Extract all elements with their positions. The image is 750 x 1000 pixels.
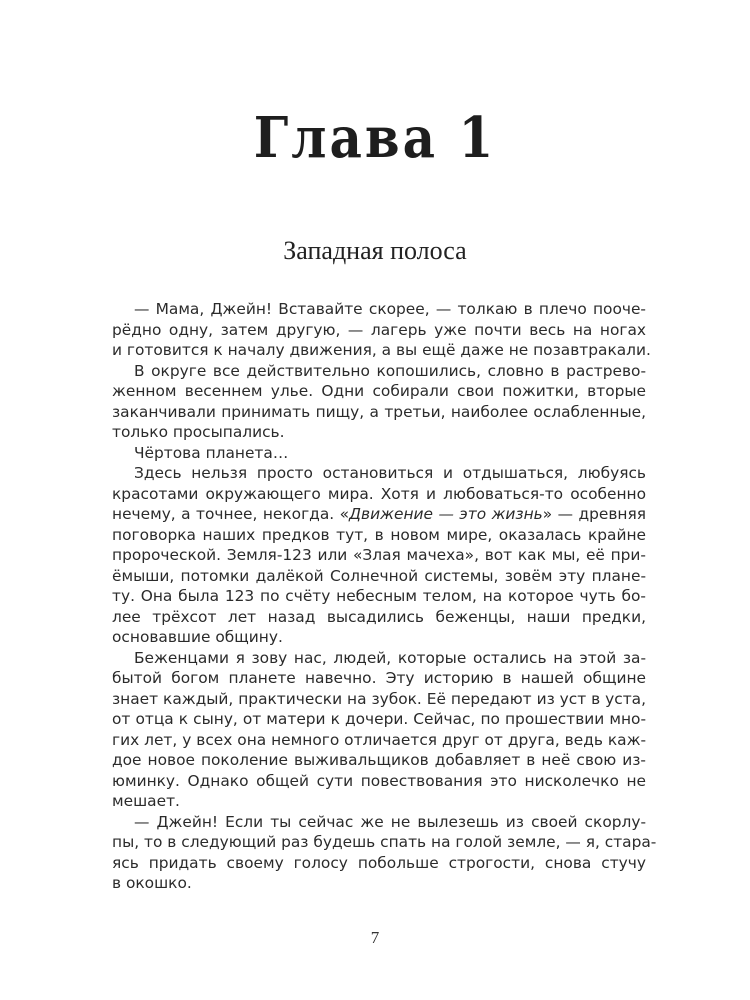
text-line: красотами окружающего мира. Хотя и любоваться-то особенно xyxy=(112,484,646,503)
text-line: женном весеннем улье. Одни собирали свои пожитки, вторые xyxy=(112,382,646,400)
text-line: мешает. xyxy=(112,792,180,810)
text-line: Чёртова планета… xyxy=(134,443,289,462)
italic-quote: Движение — это жизнь xyxy=(349,505,543,523)
text-line: Здесь нельзя просто остановиться и отдышаться, любуясь xyxy=(134,464,646,482)
text-line: гих лет, у всех она немного отличается друг от друга, ведь каж- xyxy=(112,730,646,749)
text-line: ёмыши, потомки далёкой Солнечной системы, зовём эту плане- xyxy=(112,566,646,585)
text-line: В округе все действительно копошились, словно в растрево- xyxy=(134,361,646,380)
text-line: пы, то в следующий раз будешь спать на голой земле, — я, стара- xyxy=(112,833,657,851)
text-line: поговорка наших предков тут, в новом мире, оказалась крайне xyxy=(112,525,646,544)
text-line: ту. Она была 123 по счёту небесным телом, на которое чуть бо- xyxy=(112,587,646,605)
text-line: лее трёхсот лет назад высадились беженцы, наши предки, xyxy=(112,607,646,626)
page-number: 7 xyxy=(370,928,380,947)
text-line: бытой богом планете навечно. Эту историю в нашей общине xyxy=(112,669,646,687)
section-title: Западная полоса xyxy=(283,236,467,265)
text-line: основавшие общину. xyxy=(112,628,283,646)
body-text xyxy=(112,299,657,894)
text-line: знает каждый, практически на зубок. Её передают из уст в уста, xyxy=(112,689,646,708)
text-line: заканчивали принимать пищу, а третьи, наиболее ослабленные, xyxy=(112,402,646,421)
text-fragment: » — древняя xyxy=(542,505,647,523)
text-line: пророческой. Земля-123 или «Злая мачеха», вот как мы, её при- xyxy=(112,546,646,564)
text-line-with-italic xyxy=(112,504,646,525)
text-line: юминку. Однако общей сути повествования это нисколечко не xyxy=(112,771,646,790)
text-line: в окошко. xyxy=(112,874,192,892)
text-line: рёдно одну, затем другую, — лагерь уже почти весь на ногах xyxy=(112,320,646,339)
text-line: и готовится к началу движения, а вы ещё даже не позавтракали. xyxy=(112,341,651,359)
text-line: — Мама, Джейн! Вставайте скорее, — толкаю в плечо пооче- xyxy=(134,300,646,318)
chapter-title: Глава 1 xyxy=(253,104,497,171)
text-line: только просыпались. xyxy=(112,423,285,441)
text-line: дое новое поколение выживальщиков добавляет в неё свою из- xyxy=(112,751,646,769)
text-fragment: нечему, а точнее, некогда. « xyxy=(112,505,350,523)
text-line: от отца к сыну, от матери к дочери. Сейчас, по прошествии мно- xyxy=(112,710,646,728)
text-line: ясь придать своему голосу побольше строгости, снова стучу xyxy=(112,853,646,872)
text-line: Беженцами я зову нас, людей, которые остались на этой за- xyxy=(134,648,646,667)
text-line: — Джейн! Если ты сейчас же не вылезешь из своей скорлу- xyxy=(134,812,646,831)
